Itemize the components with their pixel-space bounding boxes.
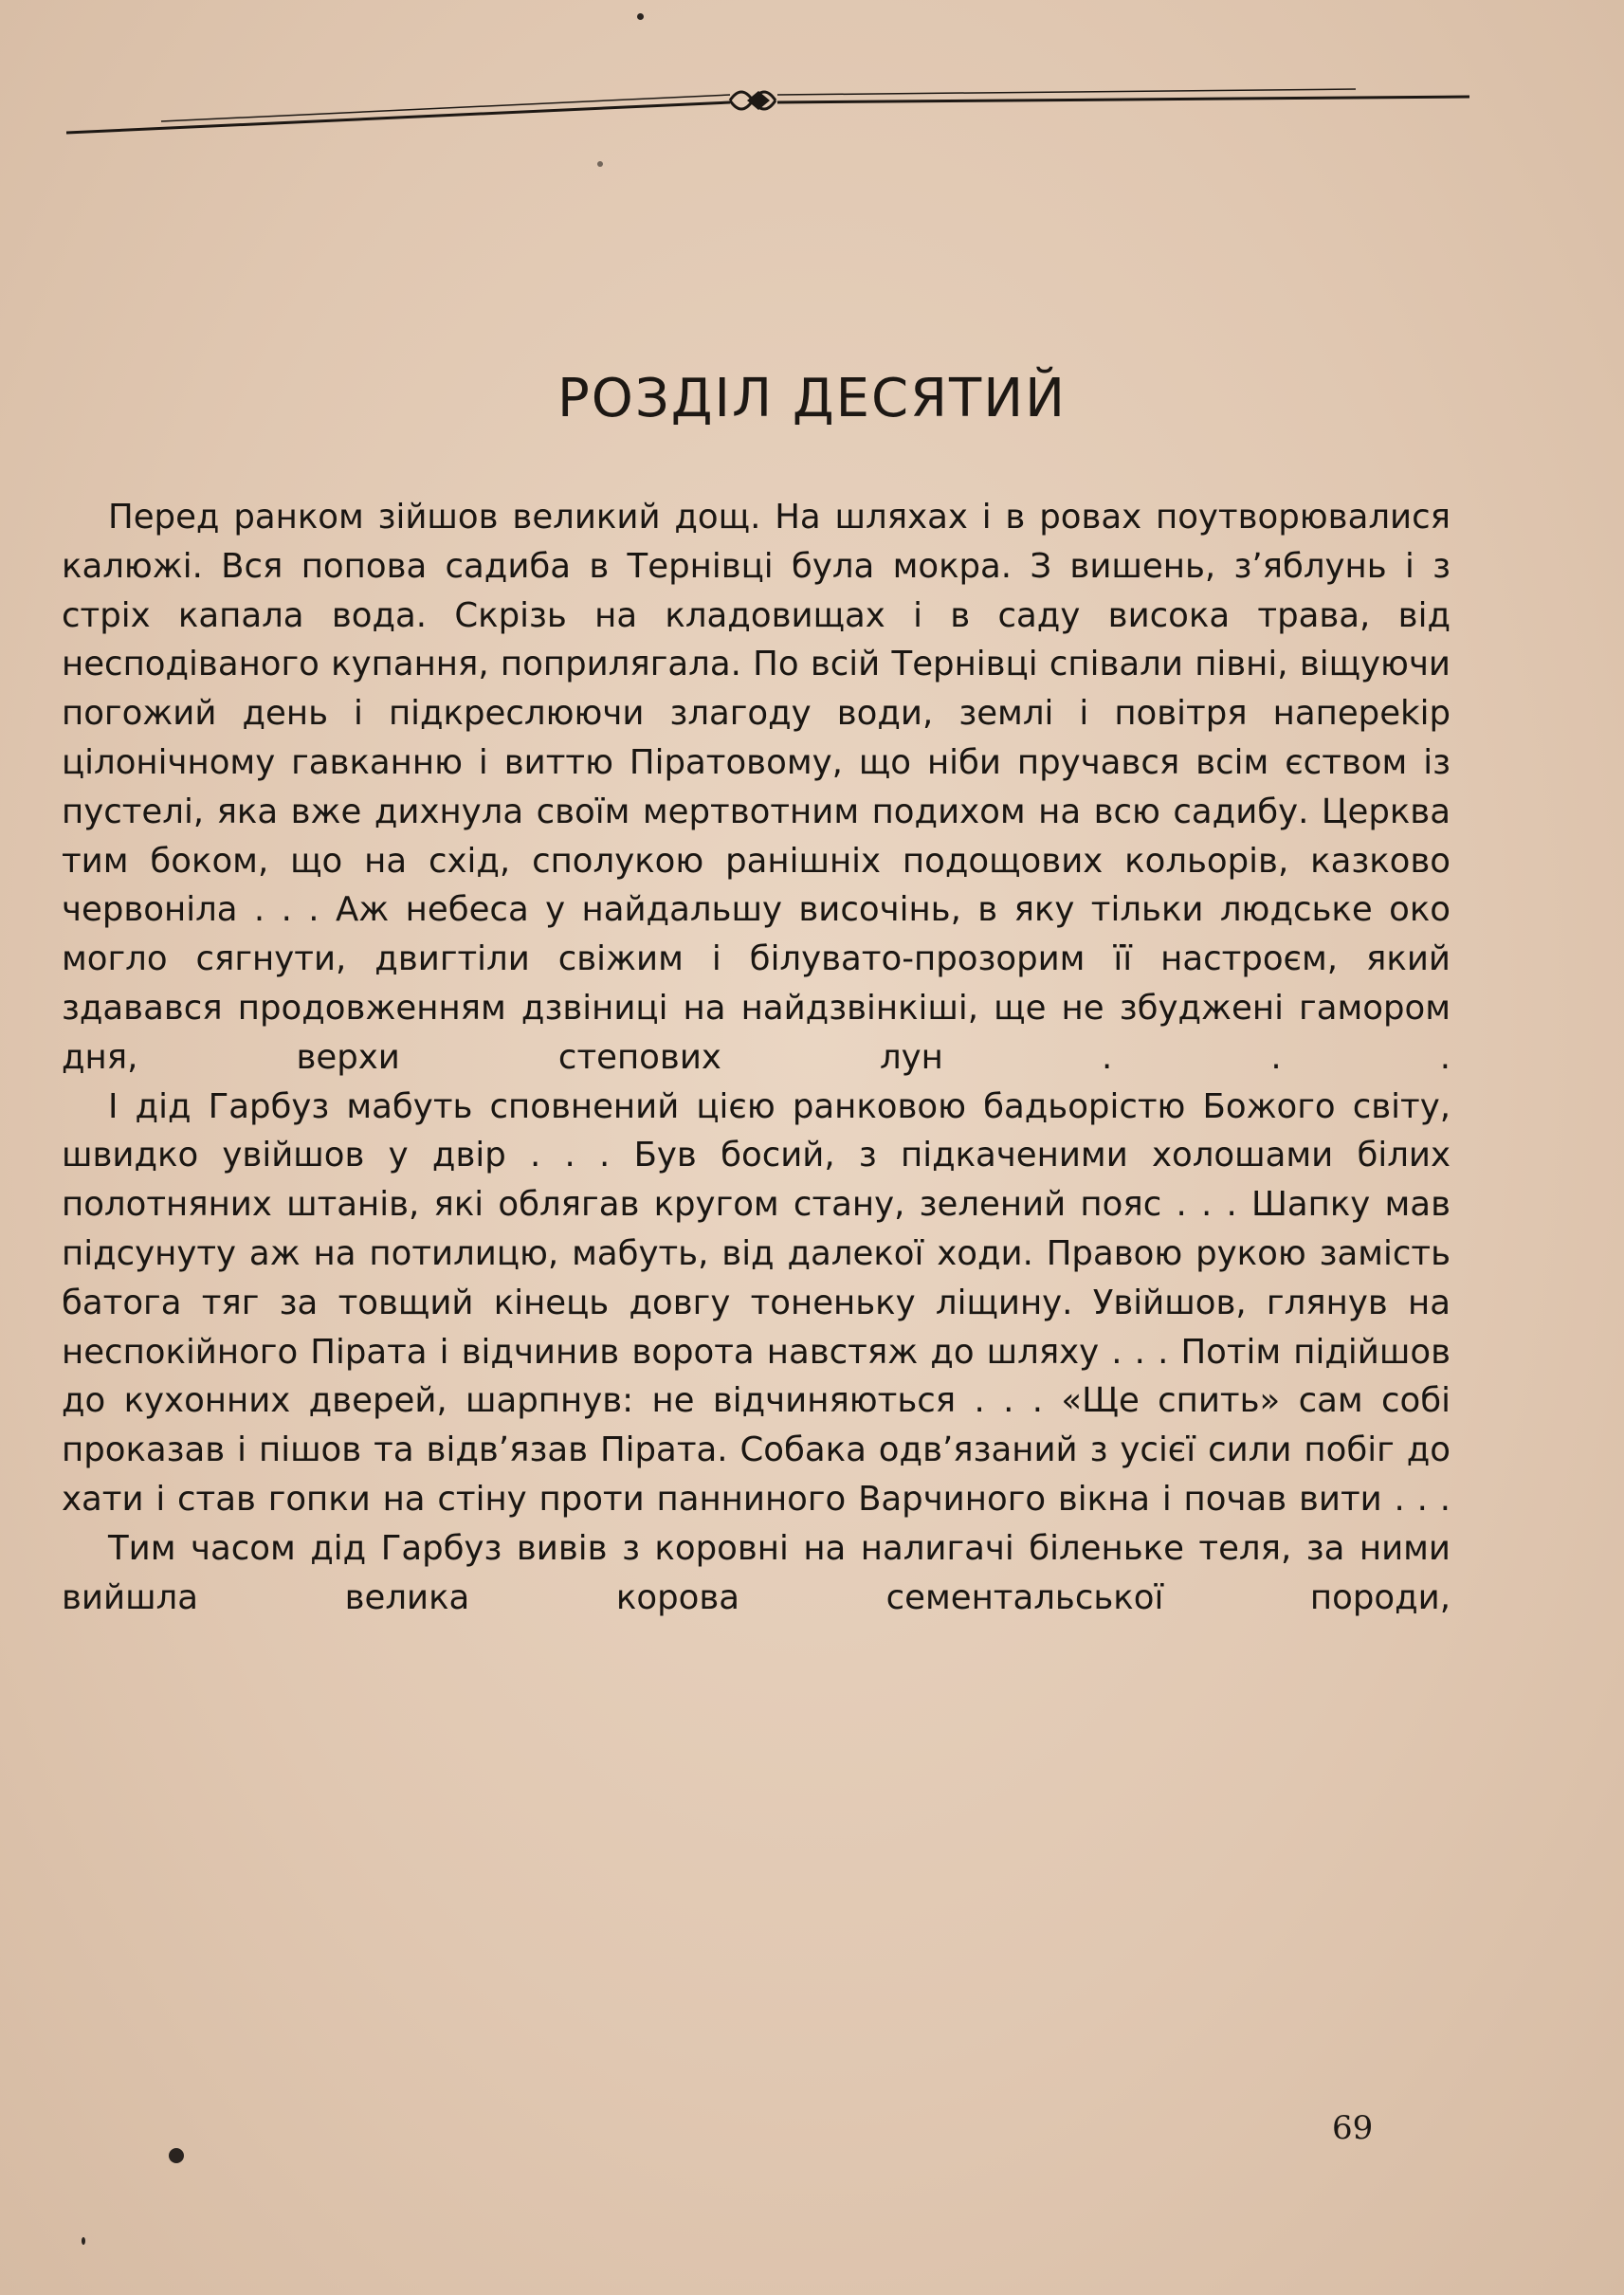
chapter-ornament [66, 74, 1469, 150]
paragraph-3: Тим часом дід Гарбуз вивів з коровні на налигачі біленьке теля, за ними вийшла велика корова сементальської породи, [62, 1528, 1451, 1617]
chapter-body [62, 493, 1451, 1622]
paragraph-1: Перед ранком зійшов великий дощ. На шляхах і в ровах поутворювалися калюжі. Вся попова садиба в Тернівці була мокра. З вишень, з’яблунь і з стріх капала вода. Скрізь на кладовищах і в саду висока трава, від несподіваного купання, поприлягала. По всій Тернівці співали півні, віщуючи погожий день і підкреслюючи злагоду води, землі і повітря напереkір цілонічному гавканню і виттю Піратовому, що ніби пручався всім єством із пустелі, яка вже дихнула своїм мертвотним подихом на всю садибу. Церква тим боком, що на схід, сполукою ранішніх подощових кольорів, казково червоніла . . . Аж небеса у найдальшу височінь, в яку тільки людське око могло сягнути, двигтіли свіжим і білувато-прозорим її настроєм, який здавався продовженням дзвіниці на найдзвінкіші, ще не збуджені гамором дня, верхи степових лун . . . [62, 498, 1451, 1077]
page-number: 69 [1332, 2109, 1374, 2147]
paragraph-2: І дід Гарбуз мабуть сповнений цією ранковою бадьорістю Божого світу, швидко увійшов у двір . . . Був босий, з підкаченими холошами білих полотняних штанів, які облягав кругом стану, зелений пояс . . . Шапку мав підсунуту аж на потилицю, мабуть, від далекої ходи. Правою рукою замість батога тяг за товщий кінець довгу тоненьку ліщину. Увійшов, глянув на неспокійного Пірата і відчинив ворота навстяж до шляху . . . Потім підійшов до кухонних дверей, шарпнув: не відчиняються . . . «Ще спить» сам собі проказав і пішов та відв’язав Пірата. Собака одв’язаний з усієї сили побіг до хати і став гопки на стіну проти панниного Варчиного вікна і почав вити . . . [62, 1086, 1451, 1519]
ink-speck [82, 2237, 85, 2245]
ink-speck [637, 13, 644, 20]
ink-speck [169, 2148, 184, 2163]
ink-speck [597, 161, 603, 167]
chapter-title: РОЗДІЛ ДЕСЯТИЙ [557, 368, 1067, 429]
